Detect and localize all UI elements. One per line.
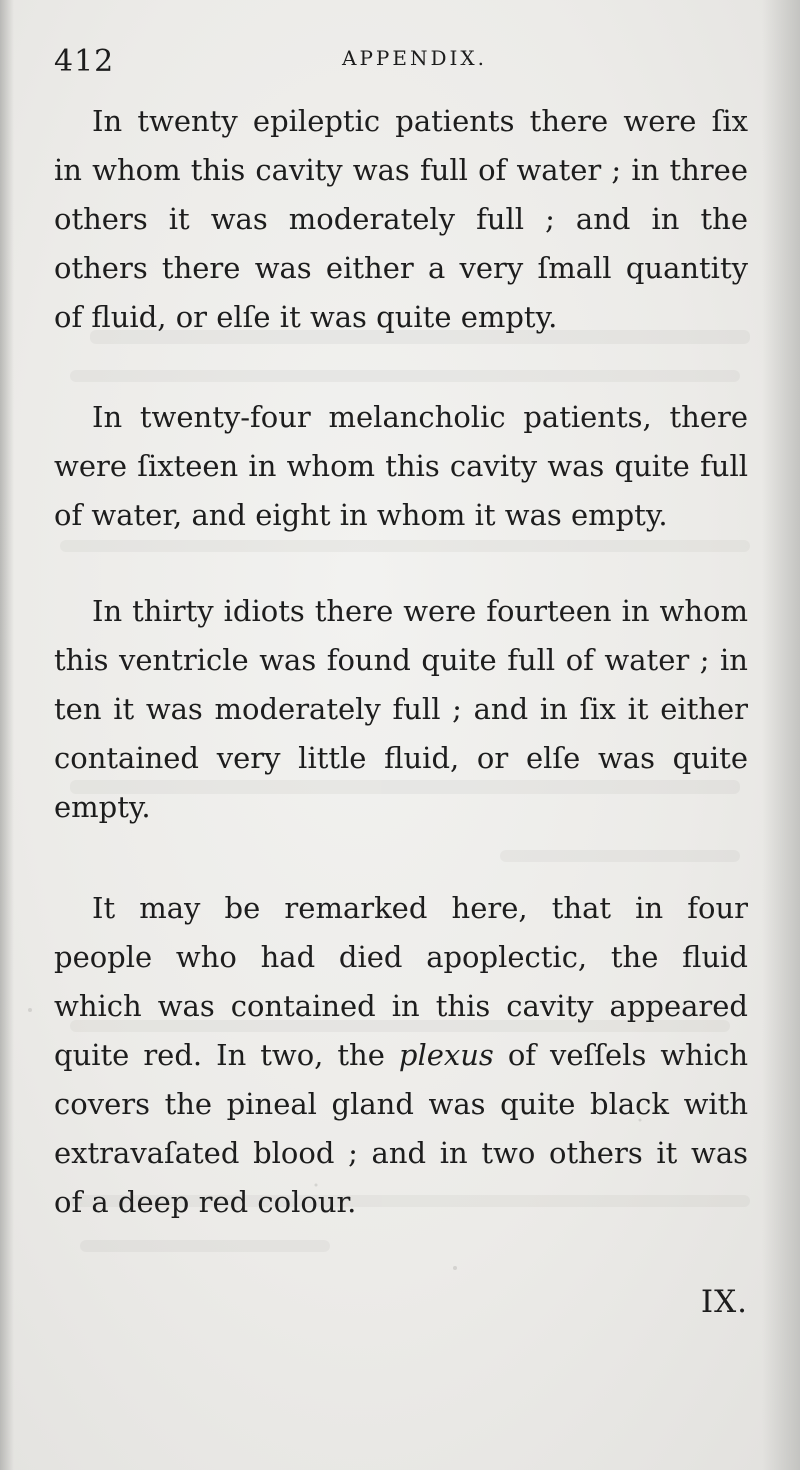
paragraph-apoplectic-part-2: of veſſels which covers the pineal gland was quite black with extravaſated blood ; and in two others it was of a deep red colour. [54,1038,749,1219]
paragraph-melancholic: In twenty-four melancholic patients, there were ſixteen in whom this cavity was quite full of water, and eight in whom it was empty. [54,400,748,532]
paragraph-epileptic: In twenty epileptic patients there were ſix in whom this cavity was full of water ; in three others it was moderately full ; and in the others there was either a very ſmall quantity of fluid, or elſe it was quite empty. [54,104,748,334]
paragraph-idiots: In thirty idiots there were fourteen in whom this ventricle was found quite full of water ; in ten it was moderately full ; and in ſix it either contained very little fluid, or elſe was quite empty. [54,594,748,824]
paragraph-apoplectic [54,884,748,1227]
plexus-italic-term: plexus [398,1038,494,1072]
running-title: APPENDIX. [342,46,487,70]
catchword: IX. [700,1284,748,1320]
running-head [54,44,754,84]
paragraph-apoplectic-part-1: It may be remarked here, that in four people who had died apoplectic, the fluid which was contained in this cavity appeared quite red. In two, the [54,891,748,1072]
page-number: 412 [54,44,115,79]
